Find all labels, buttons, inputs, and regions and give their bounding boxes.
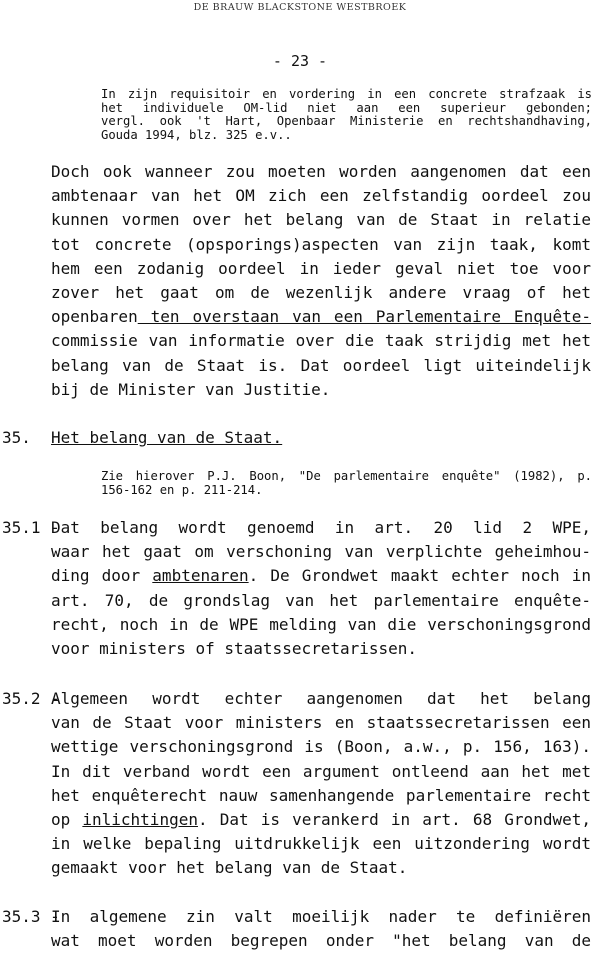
text-line: Algemeen wordt echter aangenomen dat het belang — [51, 689, 591, 708]
text-line: belang van de Staat is. Dat oordeel ligt uiteindelijk — [51, 355, 591, 375]
text-line: Doch ook wanneer zou moeten worden aangenomen dat een — [51, 162, 591, 181]
section-heading-35: Het belang van de Staat. — [51, 428, 283, 447]
footnote-line: vergl. ook 't Hart, Openbaar Ministerie en rechtshandhaving, — [101, 114, 592, 128]
section-number-35: 35. — [2, 428, 31, 447]
text-line: kunnen vormen over het belang van de Staat in relatie — [51, 210, 591, 230]
footnote-line: In zijn requisitoir en vordering in een concrete strafzaak is — [101, 87, 592, 101]
text-line: wat moet worden begrepen onder "het belang van de — [51, 931, 591, 951]
paragraph-number-35-1: 35.1 - — [2, 518, 60, 537]
footnote-line: Gouda 1994, blz. 325 e.v.. — [101, 127, 292, 142]
text-line: in welke bepaling uitdrukkelijk een uitzondering wordt — [51, 834, 591, 854]
footnote-line: het individuele OM-lid niet aan een superieur gebonden; — [101, 100, 592, 115]
text-line: Dat belang wordt genoemd in art. 20 lid 2 WPE, — [51, 518, 591, 537]
text-line: zover het gaat om de wezenlijk andere vraag of het — [51, 283, 591, 303]
text-line: In algemene zin valt moeilijk nader te definiëren — [51, 907, 591, 926]
text-line: ambtenaar van het OM zich een zelfstandig oordeel zou — [51, 186, 591, 206]
text-line: waar het gaat om verschoning van verplichte geheimhou- — [51, 542, 591, 562]
text-line: hem een zodanig oordeel in ieder geval niet toe voor — [51, 258, 591, 278]
paragraph-35-1 — [51, 516, 591, 661]
underlined-term: ambtenaren — [152, 566, 249, 586]
footnote-om-lid — [101, 88, 592, 142]
text-line: gemaakt voor het belang van de Staat. — [51, 858, 408, 878]
paragraph-35-3 — [51, 905, 591, 953]
text-line: art. 70, de grondslag van het parlementaire enquête- — [51, 590, 591, 610]
text-line: op inlichtingen. Dat is verankerd in art. 68 Grondwet, — [51, 810, 591, 830]
underlined-term: ten overstaan van een Parlementaire Enquête- — [137, 307, 591, 327]
page-number: - 23 - — [272, 52, 328, 70]
text-line: tot concrete (opsporings)aspecten van zijn taak, komt — [51, 234, 591, 254]
text-line: wettige verschoningsgrond is (Boon, a.w., p. 156, 163). — [51, 737, 591, 757]
text-line: ding door ambtenaren. De Grondwet maakt echter noch in — [51, 566, 592, 586]
underlined-term: inlichtingen — [82, 810, 198, 830]
text-line: commissie van informatie over die taak strijdig met het — [51, 331, 591, 351]
footnote-line: Zie hierover P.J. Boon, "De parlementaire enquête" (1982), p. — [101, 469, 592, 483]
text-line: openbaren ten overstaan van een Parlementaire Enquête- — [51, 307, 591, 327]
letterhead: DE BRAUW BLACKSTONE WESTBROEK — [193, 2, 407, 13]
text-line: recht, noch in de WPE melding van die verschoningsgrond — [51, 614, 591, 634]
text-line: voor ministers of staatssecretarissen. — [51, 639, 418, 659]
text-line: van de Staat voor ministers en staatssecretarissen een — [51, 713, 591, 733]
text-line: het enquêterecht nauw samenhangende parlementaire recht — [51, 785, 591, 805]
paragraph-number-35-2: 35.2 - — [2, 689, 60, 708]
footnote-line: 156-162 en p. 211-214. — [101, 482, 263, 497]
footnote-boon — [101, 470, 592, 497]
text-line: In dit verband wordt een argument ontleend aan het met — [51, 761, 591, 781]
text-line: bij de Minister van Justitie. — [51, 379, 331, 399]
paragraph-oordeel-ambtenaar — [51, 160, 591, 402]
paragraph-number-35-3: 35.3 - — [2, 907, 60, 926]
paragraph-35-2 — [51, 687, 591, 881]
